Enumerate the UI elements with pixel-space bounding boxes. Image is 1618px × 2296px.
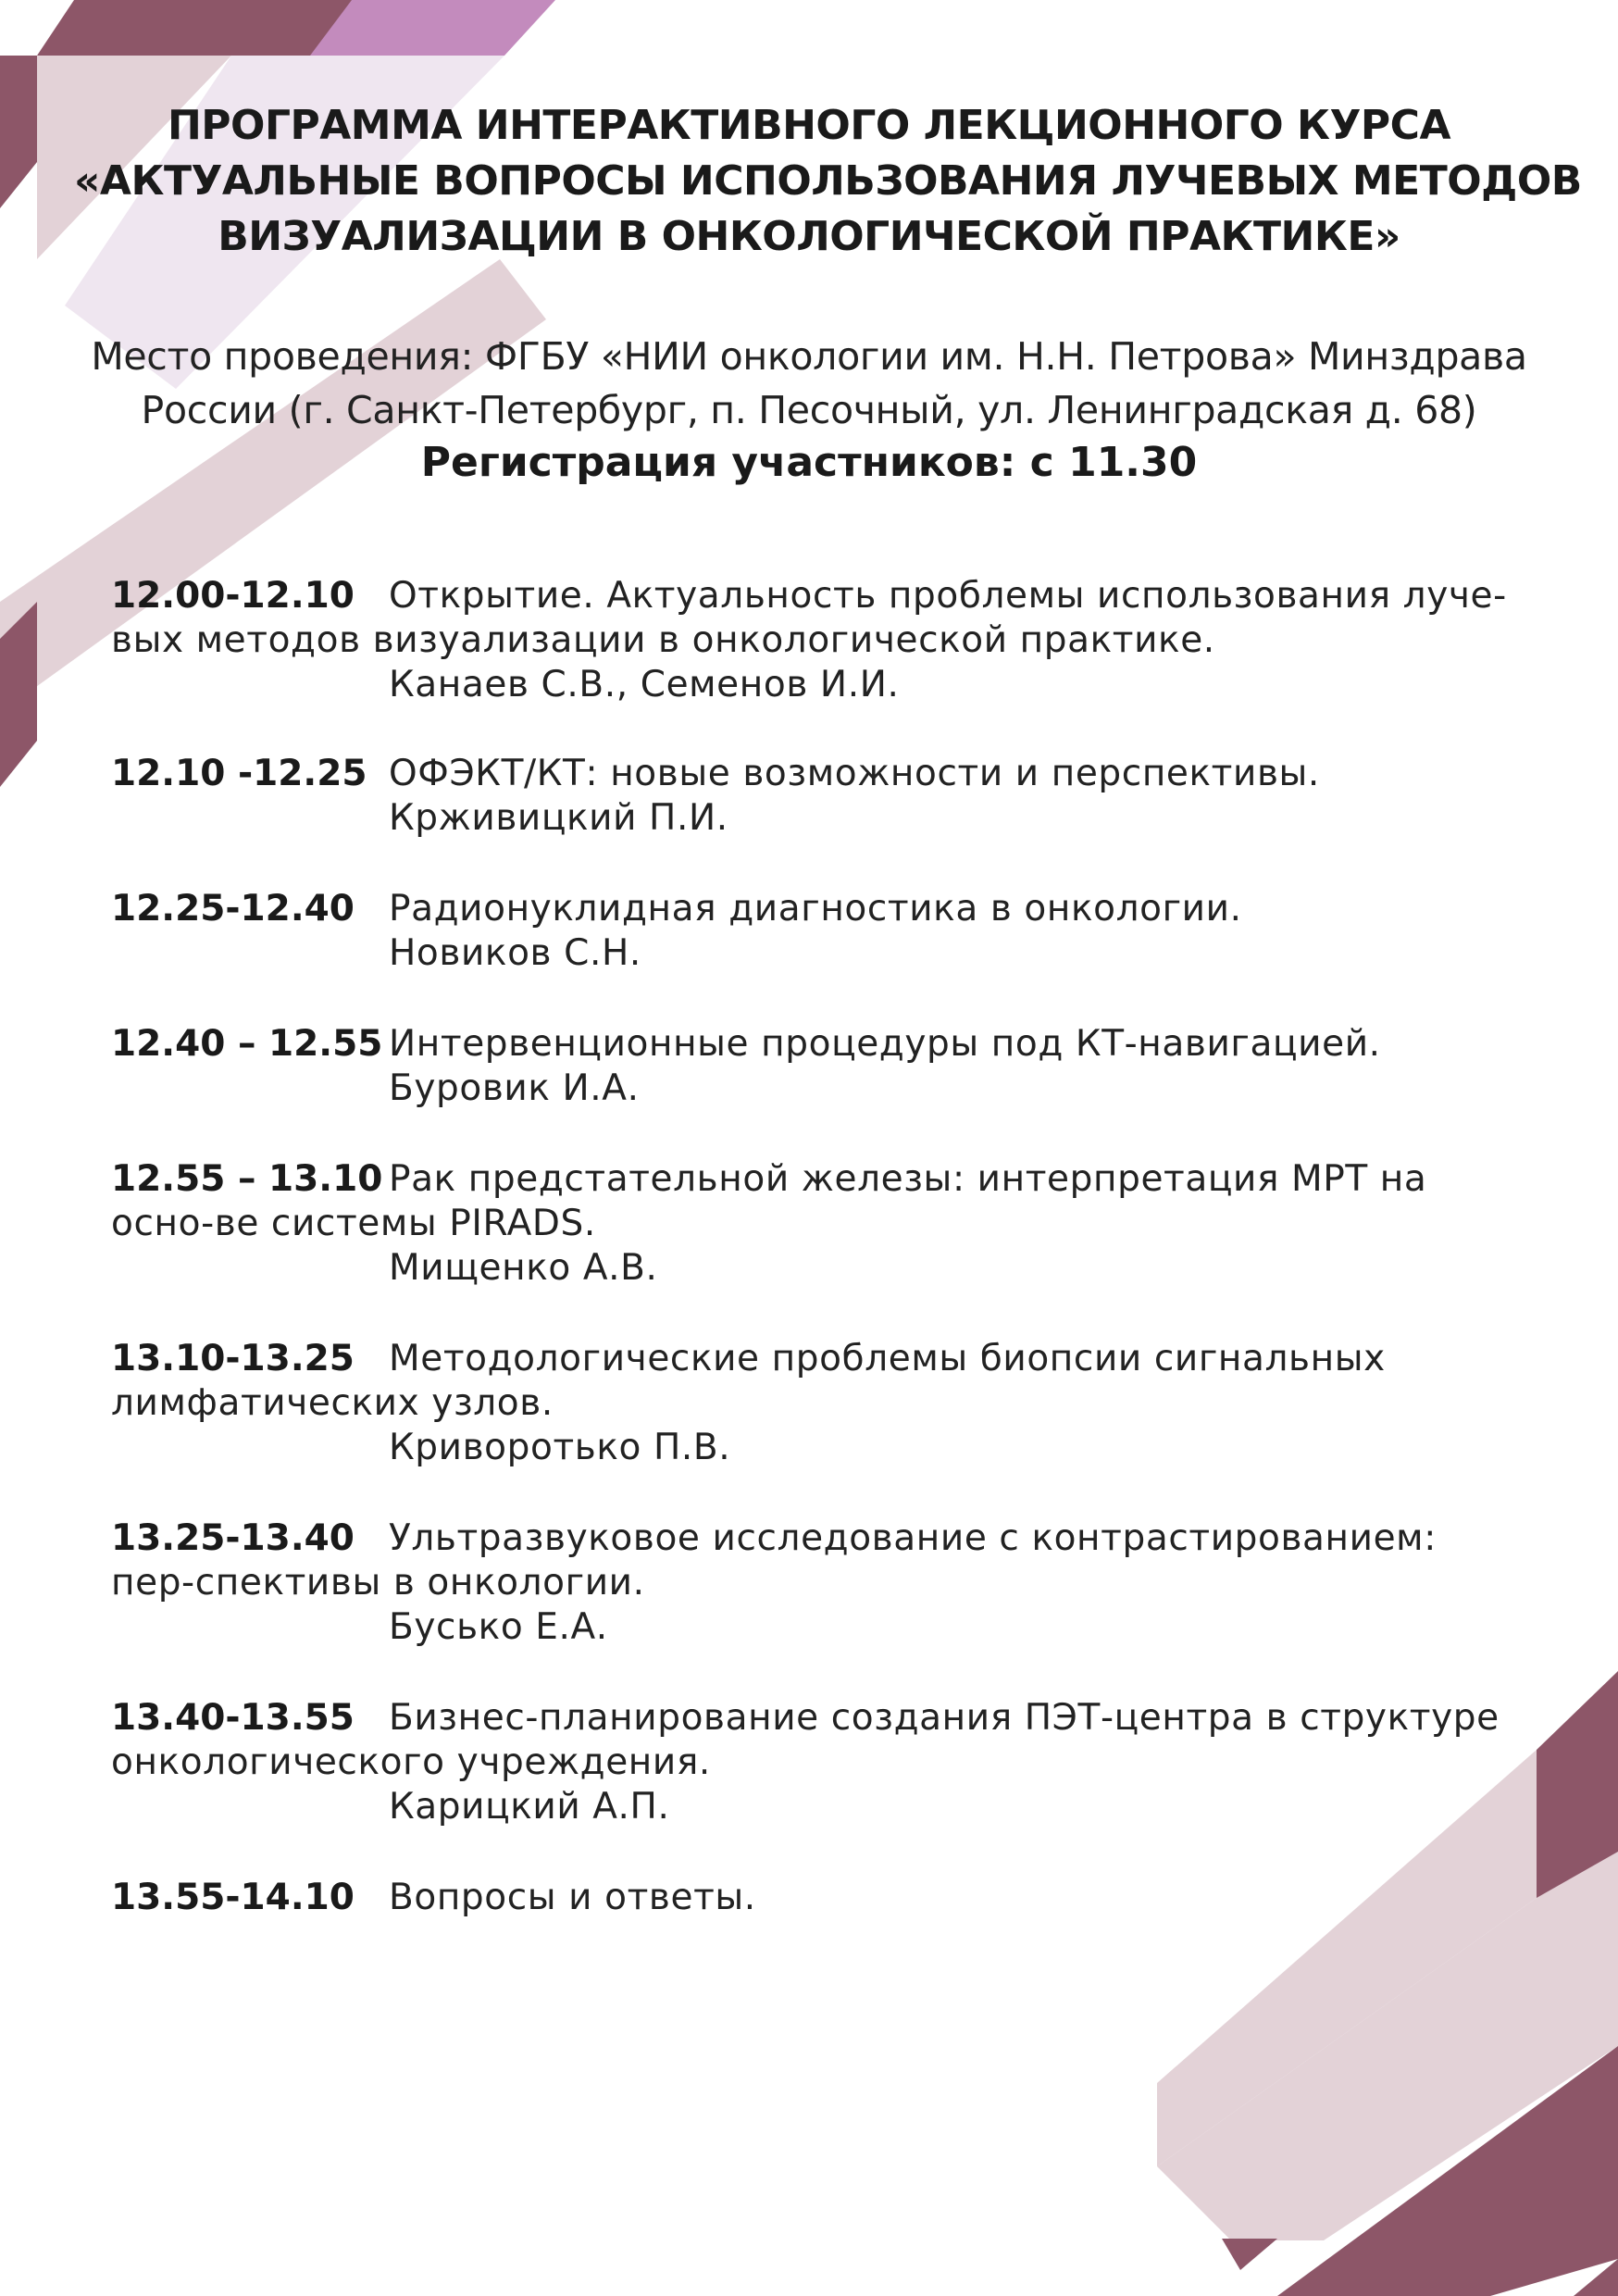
program-item [111,887,1518,976]
program-topic: Интервенционные процедуры под КТ-навигацией. [389,1023,1381,1065]
program-time: 13.55-14.10 [111,1877,355,1918]
program-speaker: Канаев С.В., Семенов И.И. [389,664,900,705]
program-time: 12.25-12.40 [111,888,355,930]
program-topic: Рак предстательной железы: интерпретация МРТ на осно-ве системы PIRADS. [111,1158,1427,1244]
venue-line-1: Место проведения: ФГБУ «НИИ онкологии им. Н.Н. Петрова» Минздрава [91,334,1527,379]
decor-stripe-top-dark [37,0,361,56]
decor-stripe-top-lilac [310,0,555,56]
program-schedule [111,574,1518,1966]
program-topic: Открытие. Актуальность проблемы использования луче-вых методов визуализации в онкологической практике. [111,575,1507,661]
program-time: 12.55 – 13.10 [111,1158,383,1200]
venue [74,330,1544,437]
title-line-3: ВИЗУАЛИЗАЦИИ В ОНКОЛОГИЧЕСКОЙ ПРАКТИКЕ» [218,213,1400,260]
program-time: 12.00-12.10 [111,575,355,617]
program-time: 13.25-13.40 [111,1517,355,1559]
program-topic: Вопросы и ответы. [389,1877,756,1918]
program-topic: Бизнес-планирование создания ПЭТ-центра в структуре онкологического учреждения. [111,1697,1500,1783]
title-line-2: «АКТУАЛЬНЫЕ ВОПРОСЫ ИСПОЛЬЗОВАНИЯ ЛУЧЕВЫХ МЕТОДОВ [74,157,1582,205]
program-speaker: Криворотько П.В. [389,1427,731,1468]
decor-bottom-dark-tab [1222,2239,1277,2270]
program-item [111,1157,1518,1291]
program-speaker: Новиков С.Н. [389,932,641,974]
program-time: 13.10-13.25 [111,1338,355,1379]
program-topic: Методологические проблемы биопсии сигнальных лимфатических узлов. [111,1338,1386,1424]
decor-left-dark-wedge [0,56,37,208]
program-item [111,574,1518,707]
program-item [111,1876,1518,1920]
program-item [111,1022,1518,1111]
program-item [111,1337,1518,1470]
program-time: 13.40-13.55 [111,1697,355,1739]
program-speaker: Мищенко А.В. [389,1247,658,1289]
venue-line-2: России (г. Санкт-Петербург, п. Песочный, ул. Ленинградская д. 68) [141,388,1477,432]
program-time: 12.10 -12.25 [111,753,367,794]
page-title [74,98,1582,265]
program-time: 12.40 – 12.55 [111,1023,383,1065]
title-line-1: ПРОГРАММА ИНТЕРАКТИВНОГО ЛЕКЦИОННОГО КУРСА [167,102,1450,149]
program-item [111,752,1518,841]
program-topic: ОФЭКТ/КТ: новые возможности и перспективы. [389,753,1320,794]
program-speaker: Крживицкий П.И. [389,797,728,839]
registration-time: Регистрация участников: с 11.30 [420,439,1198,486]
program-item [111,1516,1518,1650]
program-speaker: Карицкий А.П. [389,1786,670,1828]
program-topic: Радионуклидная диагностика в онкологии. [389,888,1242,930]
program-speaker: Буровик И.А. [389,1067,640,1109]
program-topic: Ультразвуковое исследование с контрастированием: пер-спективы в онкологии. [111,1517,1437,1603]
program-speaker: Бусько Е.А. [389,1606,608,1648]
program-item [111,1696,1518,1829]
